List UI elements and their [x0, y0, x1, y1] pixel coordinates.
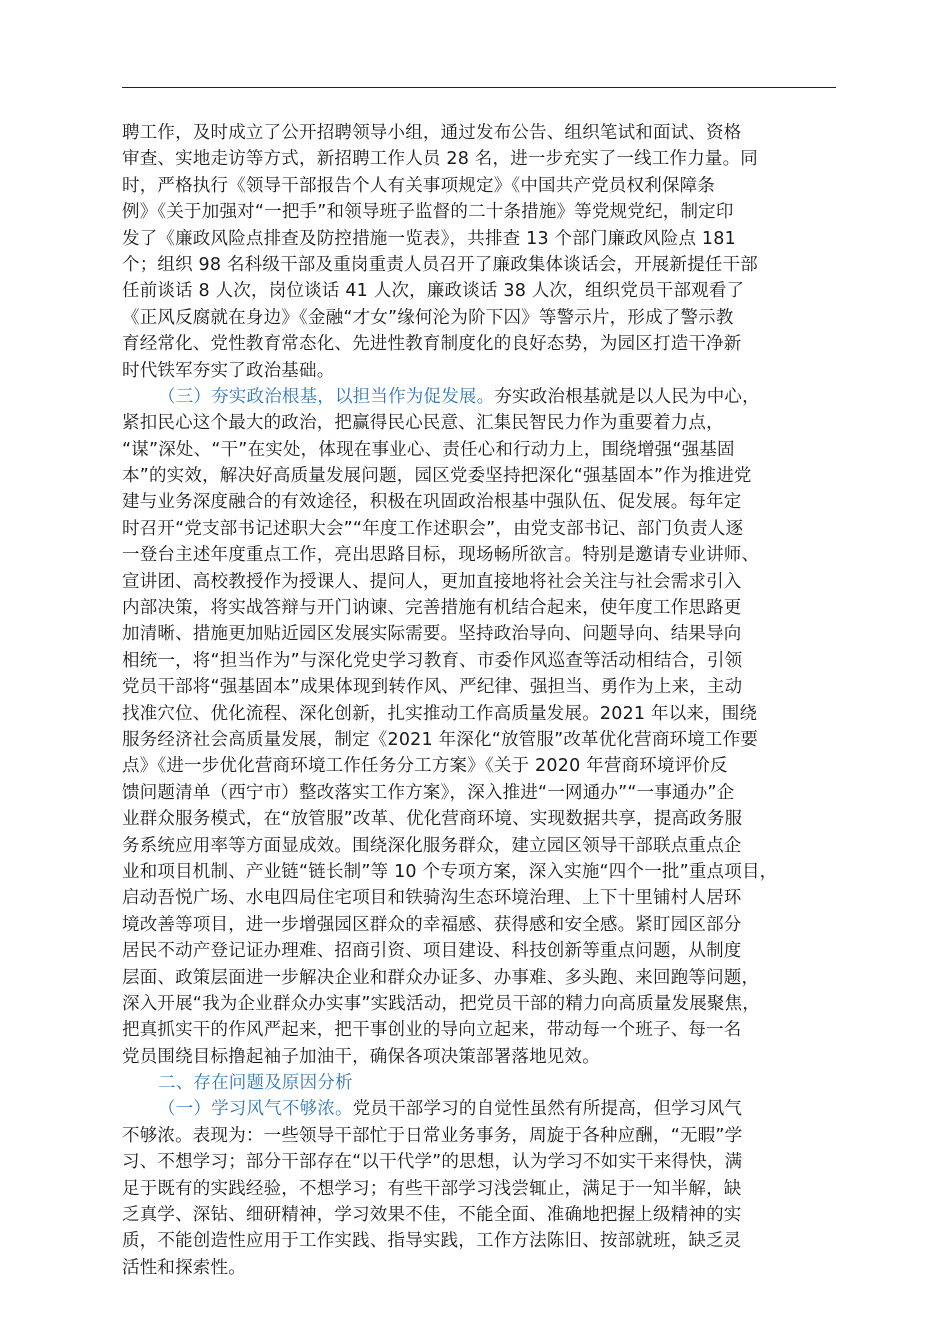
line-text: 业群众服务模式，在“放管服”改革、优化营商环境、实现数据共享，提高政务服	[122, 809, 743, 830]
text-line	[122, 621, 852, 647]
text-line	[122, 516, 852, 542]
line-text: 质，不能创造性应用于工作实践、指导实践，工作方法陈旧、按部就班，缺乏灵	[122, 1231, 742, 1252]
line-text: 时，严格执行《领导干部报告个人有关事项规定》《中国共产党员权利保障条	[122, 175, 716, 196]
line-text: 内部决策，将实战答辩与开门讷谏、完善措施有机结合起来，使年度工作思路更	[122, 598, 742, 619]
line-text: 夯实政治根基就是以人民为中心，	[494, 386, 760, 407]
text-line	[122, 1202, 852, 1228]
line-text: 活性和探索性。	[122, 1257, 246, 1278]
line-text: 业和项目机制、产业链“链长制”等 10 个专项方案，深入实施“四个一批”重点项目，	[122, 861, 778, 882]
text-line	[122, 674, 852, 700]
text-line	[122, 859, 852, 885]
line-text: 服务经济社会高质量发展，制定《2021 年深化“放管服”改革优化营商环境工作要	[122, 729, 759, 750]
section-heading: （一）学习风气不够浓。	[158, 1099, 353, 1120]
text-line	[122, 648, 852, 674]
text-line	[122, 305, 852, 331]
text-line	[122, 1044, 852, 1070]
line-text: 把真抓实干的作风严起来，把干事创业的导向立起来，带动每一个班子、每一名	[122, 1020, 742, 1041]
text-line	[122, 965, 852, 991]
line-text: 相统一，将“担当作为”与深化党史学习教育、市委作风巡查等活动相结合，引领	[122, 650, 743, 671]
text-line	[122, 146, 852, 172]
line-text: 层面、政策层面进一步解决企业和群众办证多、办事难、多头跑、来回跑等问题，	[122, 967, 760, 988]
line-text: 找准穴位、优化流程、深化创新，扎实推动工作高质量发展。2021 年以来，围绕	[122, 703, 758, 724]
line-text: 乏真学、深钻、细研精神，学习效果不佳，不能全面、准确地把握上级精神的实	[122, 1205, 742, 1226]
line-text: 任前谈话 8 人次，岗位谈话 41 人次，廉政谈话 38 人次，组织党员干部观看了	[122, 281, 745, 302]
text-line	[122, 727, 852, 753]
text-line	[122, 463, 852, 489]
text-line	[122, 278, 852, 304]
heading-line	[122, 1096, 852, 1122]
line-text: 个；组织 98 名科级干部及重岗重责人员召开了廉政集体谈话会，开展新提任干部	[122, 254, 758, 275]
section-heading: 二、存在问题及原因分析	[158, 1073, 353, 1094]
text-line	[122, 569, 852, 595]
line-text: 紧扣民心这个最大的政治，把赢得民心民意、汇集民智民力作为重要着力点，	[122, 413, 724, 434]
line-text: 居民不动产登记证办理难、招商引资、项目建设、科技创新等重点问题，从制度	[122, 941, 742, 962]
line-text: 深入开展“我为企业群众办实事”实践活动，把党员干部的精力向高质量发展聚焦，	[122, 993, 761, 1014]
line-text: 一登台主述年度重点工作，亮出思路目标，现场畅所欲言。特别是邀请专业讲师、	[122, 545, 760, 566]
text-line	[122, 199, 852, 225]
section-heading: （三）夯实政治根基，以担当作为促发展。	[158, 386, 495, 407]
line-text: 审查、实地走访等方式，新招聘工作人员 28 名，进一步充实了一线工作力量。同	[122, 149, 758, 170]
line-text: 育经常化、党性教育常态化、先进性教育制度化的良好态势，为园区打造干净新	[122, 334, 742, 355]
heading-line	[122, 1070, 852, 1096]
text-line	[122, 1176, 852, 1202]
text-line	[122, 410, 852, 436]
text-line	[122, 542, 852, 568]
text-line	[122, 1255, 852, 1281]
line-text: 聘工作，及时成立了公开招聘领导小组，通过发布公告、组织笔试和面试、资格	[122, 123, 742, 143]
text-line	[122, 437, 852, 463]
line-text: 宣讲团、高校教授作为授课人、提问人，更加直接地将社会关注与社会需求引入	[122, 571, 742, 592]
text-line	[122, 358, 852, 384]
header-rule	[122, 87, 836, 88]
text-line	[122, 173, 852, 199]
line-text: 馈问题清单（西宁市）整改落实工作方案》，深入推进“一网通办”“一事通办”企	[122, 782, 735, 803]
line-text: 建与业务深度融合的有效途径，积极在巩固政治根基中强队伍、促发展。每年定	[122, 492, 742, 513]
line-text: 党员干部学习的自觉性虽然有所提高，但学习风气	[352, 1099, 743, 1120]
text-line	[122, 833, 852, 859]
line-text: 本”的实效，解决好高质量发展问题，园区党委坚持把深化“强基固本”作为推进党	[122, 466, 752, 487]
text-line	[122, 885, 852, 911]
line-text: 足于既有的实践经验，不想学习；有些干部学习浅尝辄止，满足于一知半解，缺	[122, 1178, 742, 1199]
text-line	[122, 1149, 852, 1175]
heading-line	[122, 384, 852, 410]
line-text: 《正风反腐就在身边》《金融“才女”缘何沦为阶下囚》等警示片，形成了警示教	[122, 307, 734, 328]
text-line	[122, 1017, 852, 1043]
line-text: “谋”深处、“干”在实处，体现在事业心、责任心和行动力上，围绕增强“强基固	[122, 439, 735, 460]
line-text: 发了《廉政风险点排查及防控措施一览表》，共排查 13 个部门廉政风险点 181	[122, 228, 736, 249]
text-line	[122, 806, 852, 832]
text-line	[122, 120, 852, 146]
text-line	[122, 701, 852, 727]
text-line	[122, 331, 852, 357]
text-line	[122, 252, 852, 278]
text-line	[122, 489, 852, 515]
line-text: 党员围绕目标撸起袖子加油干，确保各项决策部署落地见效。	[122, 1046, 600, 1067]
text-line	[122, 1123, 852, 1149]
line-text: 境改善等项目，进一步增强园区群众的幸福感、获得感和安全感。紧盯园区部分	[122, 914, 742, 935]
line-text: 习、不想学习；部分干部存在“以干代学”的思想，认为学习不如实干来得快，满	[122, 1152, 743, 1173]
text-line	[122, 780, 852, 806]
line-text: 点》《进一步优化营商环境工作任务分工方案》《关于 2020 年营商环境评价反	[122, 756, 728, 777]
text-line	[122, 595, 852, 621]
text-line	[122, 226, 852, 252]
body-text	[122, 120, 852, 1281]
line-text: 时代铁军夯实了政治基础。	[122, 360, 335, 381]
text-line	[122, 1228, 852, 1254]
text-line	[122, 753, 852, 779]
line-text: 党员干部将“强基固本”成果体现到转作风、严纪律、强担当、勇作为上来，主动	[122, 677, 743, 698]
text-line	[122, 991, 852, 1017]
line-text: 不够浓。表现为：一些领导干部忙于日常业务事务，周旋于各种应酬，“无暇”学	[122, 1125, 743, 1146]
text-line	[122, 938, 852, 964]
text-line	[122, 912, 852, 938]
line-text: 加清晰、措施更加贴近园区发展实际需要。坚持政治导向、问题导向、结果导向	[122, 624, 742, 645]
line-text: 时召开“党支部书记述职大会”“年度工作述职会”，由党支部书记、部门负责人逐	[122, 518, 744, 539]
line-text: 例》《关于加强对“一把手”和领导班子监督的二十条措施》等党规党纪，制定印	[122, 202, 734, 223]
line-text: 务系统应用率等方面显成效。围绕深化服务群众，建立园区领导干部联点重点企	[122, 835, 742, 856]
line-text: 启动吾悦广场、水电四局住宅项目和铁骑沟生态环境治理、上下十里铺村人居环	[122, 888, 742, 909]
